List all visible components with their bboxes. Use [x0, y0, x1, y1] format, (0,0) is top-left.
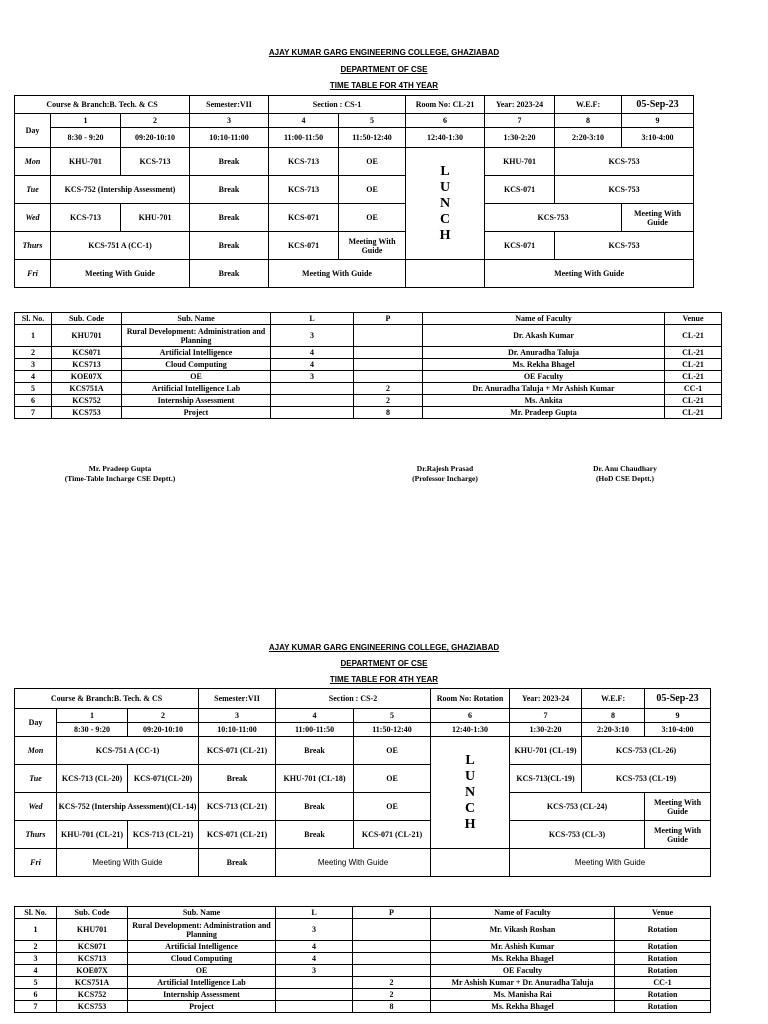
slot-time: 3:10-4:00 — [645, 723, 711, 737]
subject-row — [15, 347, 722, 359]
slot-time: 10:10-11:00 — [190, 128, 269, 148]
cell: 3 — [15, 953, 57, 965]
period-cell: Meeting With Guide — [339, 232, 406, 260]
period-cell: KCS-713 — [121, 148, 190, 176]
period-cell: Break — [276, 821, 354, 849]
subject-row — [15, 977, 711, 989]
cell: Ms. Rekha Bhagel — [431, 1001, 615, 1013]
slot-number: 7 — [510, 709, 582, 723]
room-no: Room No: CL-21 — [406, 96, 485, 114]
cell: 5 — [15, 977, 57, 989]
col-header: Sub. Code — [52, 313, 122, 325]
cell: 8 — [354, 407, 423, 419]
timetable-cs1 — [14, 95, 694, 288]
cell: Project — [128, 1001, 276, 1013]
period-cell: KCS-751 A (CC-1) — [57, 737, 199, 765]
cell — [271, 407, 354, 419]
period-cell: KHU-701 (CL-18) — [276, 765, 354, 793]
cell: CL-21 — [665, 371, 722, 383]
col-header: Name of Faculty — [423, 313, 665, 325]
period-cell: KCS-071 — [269, 232, 339, 260]
day-row-tue — [15, 176, 694, 204]
period-cell: OE — [354, 737, 431, 765]
subjects-header-row — [15, 313, 722, 325]
cell: Rural Development: Administration and Planning — [128, 919, 276, 941]
period-cell: KCS-713 (CL-20) — [57, 765, 128, 793]
cell: 3 — [276, 965, 353, 977]
lunch-empty-cell — [406, 260, 485, 288]
period-cell: KCS-753 (CL-19) — [582, 765, 711, 793]
day-row-wed — [15, 793, 711, 821]
col-header: P — [354, 313, 423, 325]
day-row-fri — [15, 849, 711, 877]
cell — [353, 941, 431, 953]
cell: KCS753 — [57, 1001, 128, 1013]
slot-time: 12:40-1:30 — [406, 128, 485, 148]
academic-year: Year: 2023-24 — [485, 96, 555, 114]
timetable-cs2 — [14, 688, 711, 877]
cell: KCS751A — [52, 383, 122, 395]
subject-row — [15, 965, 711, 977]
period-cell: KCS-713 — [269, 176, 339, 204]
signatory-role: (HoD CSE Deptt.) — [595, 474, 655, 483]
slot-time: 2:20-3:10 — [582, 723, 645, 737]
cell: 7 — [15, 407, 52, 419]
wef-date: 05-Sep-23 — [645, 689, 711, 709]
period-cell: Break — [190, 232, 269, 260]
col-header: Sub. Name — [122, 313, 271, 325]
day-row-tue — [15, 765, 711, 793]
cell — [276, 977, 353, 989]
cell: 2 — [15, 347, 52, 359]
period-cell: Break — [190, 204, 269, 232]
cell: CC-1 — [665, 383, 722, 395]
cell: KHU701 — [52, 325, 122, 347]
lunch-letter: U — [464, 768, 476, 784]
cell: KCS752 — [52, 395, 122, 407]
cell: Artificial Intelligence — [128, 941, 276, 953]
subject-row — [15, 395, 722, 407]
cell: OE Faculty — [423, 371, 665, 383]
subjects-table-cs1 — [14, 312, 722, 419]
department-title: DEPARTMENT OF CSE — [340, 659, 428, 668]
subjects-table-cs2 — [14, 906, 711, 1013]
cell: 3 — [271, 325, 354, 347]
section: Section : CS-1 — [269, 96, 406, 114]
cell: KCS753 — [52, 407, 122, 419]
col-header: Venue — [665, 313, 722, 325]
signatory-name: Dr.Rajesh Prasad — [416, 464, 474, 473]
cell: 2 — [353, 989, 431, 1001]
cell: 3 — [271, 371, 354, 383]
cell: 4 — [15, 965, 57, 977]
timetable-title: TIME TABLE FOR 4TH YEAR — [329, 675, 439, 684]
subject-row — [15, 919, 711, 941]
period-cell: KCS-071 (CL-21) — [199, 737, 276, 765]
period-cell: KHU-701 — [121, 204, 190, 232]
college-title: AJAY KUMAR GARG ENGINEERING COLLEGE, GHAZIABAD — [268, 48, 500, 57]
subject-row — [15, 383, 722, 395]
period-cell: Break — [190, 176, 269, 204]
cell — [353, 919, 431, 941]
lunch-letter: C — [439, 211, 451, 227]
signatory-name: Mr. Pradeep Gupta — [88, 464, 152, 473]
day-row-mon — [15, 148, 694, 176]
cell: KCS751A — [57, 977, 128, 989]
cell: Mr Ashish Kumar + Dr. Anuradha Taluja — [431, 977, 615, 989]
cell: 7 — [15, 1001, 57, 1013]
cell — [353, 965, 431, 977]
cell: Rural Development: Administration and Planning — [122, 325, 271, 347]
cell: 2 — [354, 383, 423, 395]
period-cell: Break — [276, 737, 354, 765]
cell — [276, 1001, 353, 1013]
room-no: Room No: Rotation — [431, 689, 510, 709]
col-header: Sl. No. — [15, 313, 52, 325]
slot-number: 6 — [406, 114, 485, 128]
cell: OE — [128, 965, 276, 977]
subject-row — [15, 941, 711, 953]
cell: Project — [122, 407, 271, 419]
cell: Artificial Intelligence — [122, 347, 271, 359]
department-title: DEPARTMENT OF CSE — [340, 65, 428, 74]
info-row — [15, 689, 711, 709]
cell: Ms. Ankita — [423, 395, 665, 407]
period-cell: KCS-071 — [485, 232, 555, 260]
period-cell: OE — [339, 204, 406, 232]
cell: KCS071 — [52, 347, 122, 359]
slot-time-row — [15, 723, 711, 737]
slot-number: 7 — [485, 114, 555, 128]
cell: 2 — [15, 941, 57, 953]
cell — [276, 989, 353, 1001]
slot-number: 2 — [121, 114, 190, 128]
slot-time-row — [15, 128, 694, 148]
slot-time: 10:10-11:00 — [199, 723, 276, 737]
period-cell: KHU-701 — [485, 148, 555, 176]
period-cell: OE — [354, 765, 431, 793]
period-cell: KCS-753 — [555, 176, 694, 204]
cell: Artificial Intelligence Lab — [122, 383, 271, 395]
slot-number: 9 — [645, 709, 711, 723]
cell: OE Faculty — [431, 965, 615, 977]
cell: 5 — [15, 383, 52, 395]
lunch-letter: L — [440, 163, 450, 179]
slot-number: 6 — [431, 709, 510, 723]
day-row-mon — [15, 737, 711, 765]
period-cell: Meeting With Guide — [622, 204, 694, 232]
lunch-letter: H — [439, 227, 451, 243]
cell: KOE07X — [57, 965, 128, 977]
lunch-letter: U — [439, 179, 451, 195]
day-label: Thurs — [15, 821, 57, 849]
cell: 6 — [15, 989, 57, 1001]
cell: 4 — [271, 347, 354, 359]
cell: 1 — [15, 325, 52, 347]
period-cell: KCS-753 (CL-26) — [582, 737, 711, 765]
cell: Ms. Rekha Bhagel — [431, 953, 615, 965]
slot-time: 1:30-2:20 — [485, 128, 555, 148]
cell: KCS752 — [57, 989, 128, 1001]
period-cell: Meeting With Guide — [485, 260, 694, 288]
cell: KCS713 — [52, 359, 122, 371]
slot-time: 11:00-11:50 — [276, 723, 354, 737]
cell: CL-21 — [665, 347, 722, 359]
day-label: Mon — [15, 737, 57, 765]
lunch-letter: L — [465, 752, 475, 768]
cell: CL-21 — [665, 407, 722, 419]
col-header: Name of Faculty — [431, 907, 615, 919]
wef-label: W.E.F: — [582, 689, 645, 709]
cell: CL-21 — [665, 395, 722, 407]
period-cell: KCS-071 — [485, 176, 555, 204]
period-cell: KCS-713 — [51, 204, 121, 232]
slot-number: 8 — [555, 114, 622, 128]
cell: Rotation — [615, 965, 711, 977]
cell: 4 — [15, 371, 52, 383]
period-cell: Meeting With Guide — [645, 793, 711, 821]
day-label: Wed — [15, 793, 57, 821]
slot-number: 2 — [128, 709, 199, 723]
period-cell: KHU-701 — [51, 148, 121, 176]
section: Section : CS-2 — [276, 689, 431, 709]
cell: CC-1 — [615, 977, 711, 989]
slot-number: 1 — [57, 709, 128, 723]
cell: 4 — [276, 941, 353, 953]
period-cell: KCS-071 (CL-21) — [354, 821, 431, 849]
col-header: Sub. Code — [57, 907, 128, 919]
cell: Artificial Intelligence Lab — [128, 977, 276, 989]
signature-timetable-incharge — [40, 464, 200, 484]
day-label: Thurs — [15, 232, 51, 260]
period-cell: KHU-701 (CL-21) — [57, 821, 128, 849]
cell: KHU701 — [57, 919, 128, 941]
period-cell: KCS-752 (Intership Assessment) — [51, 176, 190, 204]
slot-number: 3 — [199, 709, 276, 723]
cell: Ms. Manisha Rai — [431, 989, 615, 1001]
lunch-letter: H — [464, 816, 476, 832]
cell: Rotation — [615, 1001, 711, 1013]
period-cell: KHU-701 (CL-19) — [510, 737, 582, 765]
slot-time: 09:20-10:10 — [128, 723, 199, 737]
col-header: L — [271, 313, 354, 325]
cell: Mr. Ashish Kumar — [431, 941, 615, 953]
day-row-wed — [15, 204, 694, 232]
col-header: P — [353, 907, 431, 919]
cell — [354, 347, 423, 359]
cell: Mr. Pradeep Gupta — [423, 407, 665, 419]
period-cell: KCS-071 — [269, 204, 339, 232]
cell — [354, 359, 423, 371]
cell — [353, 953, 431, 965]
slot-time: 3:10-4:00 — [622, 128, 694, 148]
info-row — [15, 96, 694, 114]
signature-hod — [560, 464, 690, 484]
lunch-empty-cell — [431, 849, 510, 877]
cell: 4 — [276, 953, 353, 965]
cell: 3 — [276, 919, 353, 941]
day-label: Tue — [15, 765, 57, 793]
cell: OE — [122, 371, 271, 383]
academic-year: Year: 2023-24 — [510, 689, 582, 709]
period-cell: Break — [199, 765, 276, 793]
subject-row — [15, 325, 722, 347]
period-cell: OE — [339, 148, 406, 176]
day-label: Wed — [15, 204, 51, 232]
period-cell: OE — [354, 793, 431, 821]
day-header: Day — [15, 709, 57, 737]
day-row-thurs — [15, 821, 711, 849]
period-cell: Break — [190, 260, 269, 288]
cell — [354, 371, 423, 383]
slot-time: 12:40-1:30 — [431, 723, 510, 737]
cell — [354, 325, 423, 347]
period-cell: KCS-713 — [269, 148, 339, 176]
wef-label: W.E.F: — [555, 96, 622, 114]
cell: 2 — [354, 395, 423, 407]
period-cell: KCS-753 — [485, 204, 622, 232]
slot-number-row — [15, 709, 711, 723]
cell — [271, 383, 354, 395]
period-cell: KCS-713(CL-19) — [510, 765, 582, 793]
period-cell: Meeting With Guide — [645, 821, 711, 849]
course-branch: Course & Branch:B. Tech. & CS — [15, 96, 190, 114]
day-header: Day — [15, 114, 51, 148]
period-cell: KCS-071(CL-20) — [128, 765, 199, 793]
cell: Ms. Rekha Bhagel — [423, 359, 665, 371]
signatory-role: (Time-Table Incharge CSE Deptt.) — [64, 474, 176, 483]
wef-date: 05-Sep-23 — [622, 96, 694, 114]
period-cell: KCS-752 (Intership Assessment)(CL-14) — [57, 793, 199, 821]
col-header: Sub. Name — [128, 907, 276, 919]
slot-time: 11:00-11:50 — [269, 128, 339, 148]
slot-number: 4 — [269, 114, 339, 128]
period-cell: Meeting With Guide — [510, 849, 711, 877]
slot-time: 2:20-3:10 — [555, 128, 622, 148]
day-row-thurs — [15, 232, 694, 260]
slot-time: 1:30-2:20 — [510, 723, 582, 737]
semester: Semester:VII — [190, 96, 269, 114]
period-cell: KCS-713 (CL-21) — [128, 821, 199, 849]
subject-row — [15, 1001, 711, 1013]
slot-number: 8 — [582, 709, 645, 723]
cell: CL-21 — [665, 325, 722, 347]
cell: Rotation — [615, 941, 711, 953]
cell: KCS071 — [57, 941, 128, 953]
cell: Dr. Akash Kumar — [423, 325, 665, 347]
signatory-role: (Professor Incharge) — [412, 474, 478, 483]
slot-number: 5 — [354, 709, 431, 723]
cell: CL-21 — [665, 359, 722, 371]
subjects-header-row — [15, 907, 711, 919]
cell: Dr. Anuradha Taluja + Mr Ashish Kumar — [423, 383, 665, 395]
subject-row — [15, 989, 711, 1001]
cell: Cloud Computing — [122, 359, 271, 371]
subject-row — [15, 371, 722, 383]
course-branch: Course & Branch:B. Tech. & CS — [15, 689, 199, 709]
period-cell: Break — [190, 148, 269, 176]
period-cell: KCS-753 — [555, 148, 694, 176]
cell: Rotation — [615, 919, 711, 941]
day-label: Tue — [15, 176, 51, 204]
period-cell: Break — [276, 793, 354, 821]
slot-time: 11:50-12:40 — [339, 128, 406, 148]
lunch-letter: N — [464, 784, 476, 800]
lunch-cell — [431, 737, 510, 849]
slot-time: 09:20-10:10 — [121, 128, 190, 148]
lunch-letter: N — [439, 195, 451, 211]
col-header: Venue — [615, 907, 711, 919]
day-label: Fri — [15, 849, 57, 877]
signatory-name: Dr. Anu Chaudhary — [593, 464, 657, 473]
day-row-fri — [15, 260, 694, 288]
period-cell: KCS-071 (CL-21) — [199, 821, 276, 849]
period-cell: Break — [199, 849, 276, 877]
slot-number: 5 — [339, 114, 406, 128]
slot-number: 3 — [190, 114, 269, 128]
slot-number: 9 — [622, 114, 694, 128]
cell: 4 — [271, 359, 354, 371]
slot-time: 8:30 - 9:20 — [57, 723, 128, 737]
period-cell: KCS-753 — [555, 232, 694, 260]
period-cell: KCS-751 A (CC-1) — [51, 232, 190, 260]
cell: Rotation — [615, 989, 711, 1001]
slot-number-row — [15, 114, 694, 128]
college-title: AJAY KUMAR GARG ENGINEERING COLLEGE, GHAZIABAD — [268, 643, 500, 652]
cell: 3 — [15, 359, 52, 371]
signature-professor-incharge — [370, 464, 520, 484]
cell — [271, 395, 354, 407]
slot-time: 11:50-12:40 — [354, 723, 431, 737]
period-cell: OE — [339, 176, 406, 204]
cell: Mr. Vikash Roshan — [431, 919, 615, 941]
cell: Cloud Computing — [128, 953, 276, 965]
slot-number: 4 — [276, 709, 354, 723]
cell: 8 — [353, 1001, 431, 1013]
period-cell: KCS-753 (CL-3) — [510, 821, 645, 849]
day-label: Fri — [15, 260, 51, 288]
cell: KOE07X — [52, 371, 122, 383]
semester: Semester:VII — [199, 689, 276, 709]
period-cell: Meeting With Guide — [269, 260, 406, 288]
cell: 6 — [15, 395, 52, 407]
cell: 1 — [15, 919, 57, 941]
lunch-cell — [406, 148, 485, 260]
period-cell: Meeting With Guide — [57, 849, 199, 877]
cell: Internship Assessment — [122, 395, 271, 407]
slot-time: 8:30 - 9:20 — [51, 128, 121, 148]
lunch-letter: C — [464, 800, 476, 816]
subject-row — [15, 407, 722, 419]
period-cell: KCS-753 (CL-24) — [510, 793, 645, 821]
cell: Dr. Anuradha Taluja — [423, 347, 665, 359]
slot-number: 1 — [51, 114, 121, 128]
day-label: Mon — [15, 148, 51, 176]
cell: Rotation — [615, 953, 711, 965]
timetable-title: TIME TABLE FOR 4TH YEAR — [329, 81, 439, 90]
subject-row — [15, 953, 711, 965]
col-header: Sl. No. — [15, 907, 57, 919]
cell: 2 — [353, 977, 431, 989]
period-cell: KCS-713 (CL-21) — [199, 793, 276, 821]
cell: KCS713 — [57, 953, 128, 965]
period-cell: Meeting With Guide — [51, 260, 190, 288]
cell: Internship Assessment — [128, 989, 276, 1001]
period-cell: Meeting With Guide — [276, 849, 431, 877]
subject-row — [15, 359, 722, 371]
col-header: L — [276, 907, 353, 919]
